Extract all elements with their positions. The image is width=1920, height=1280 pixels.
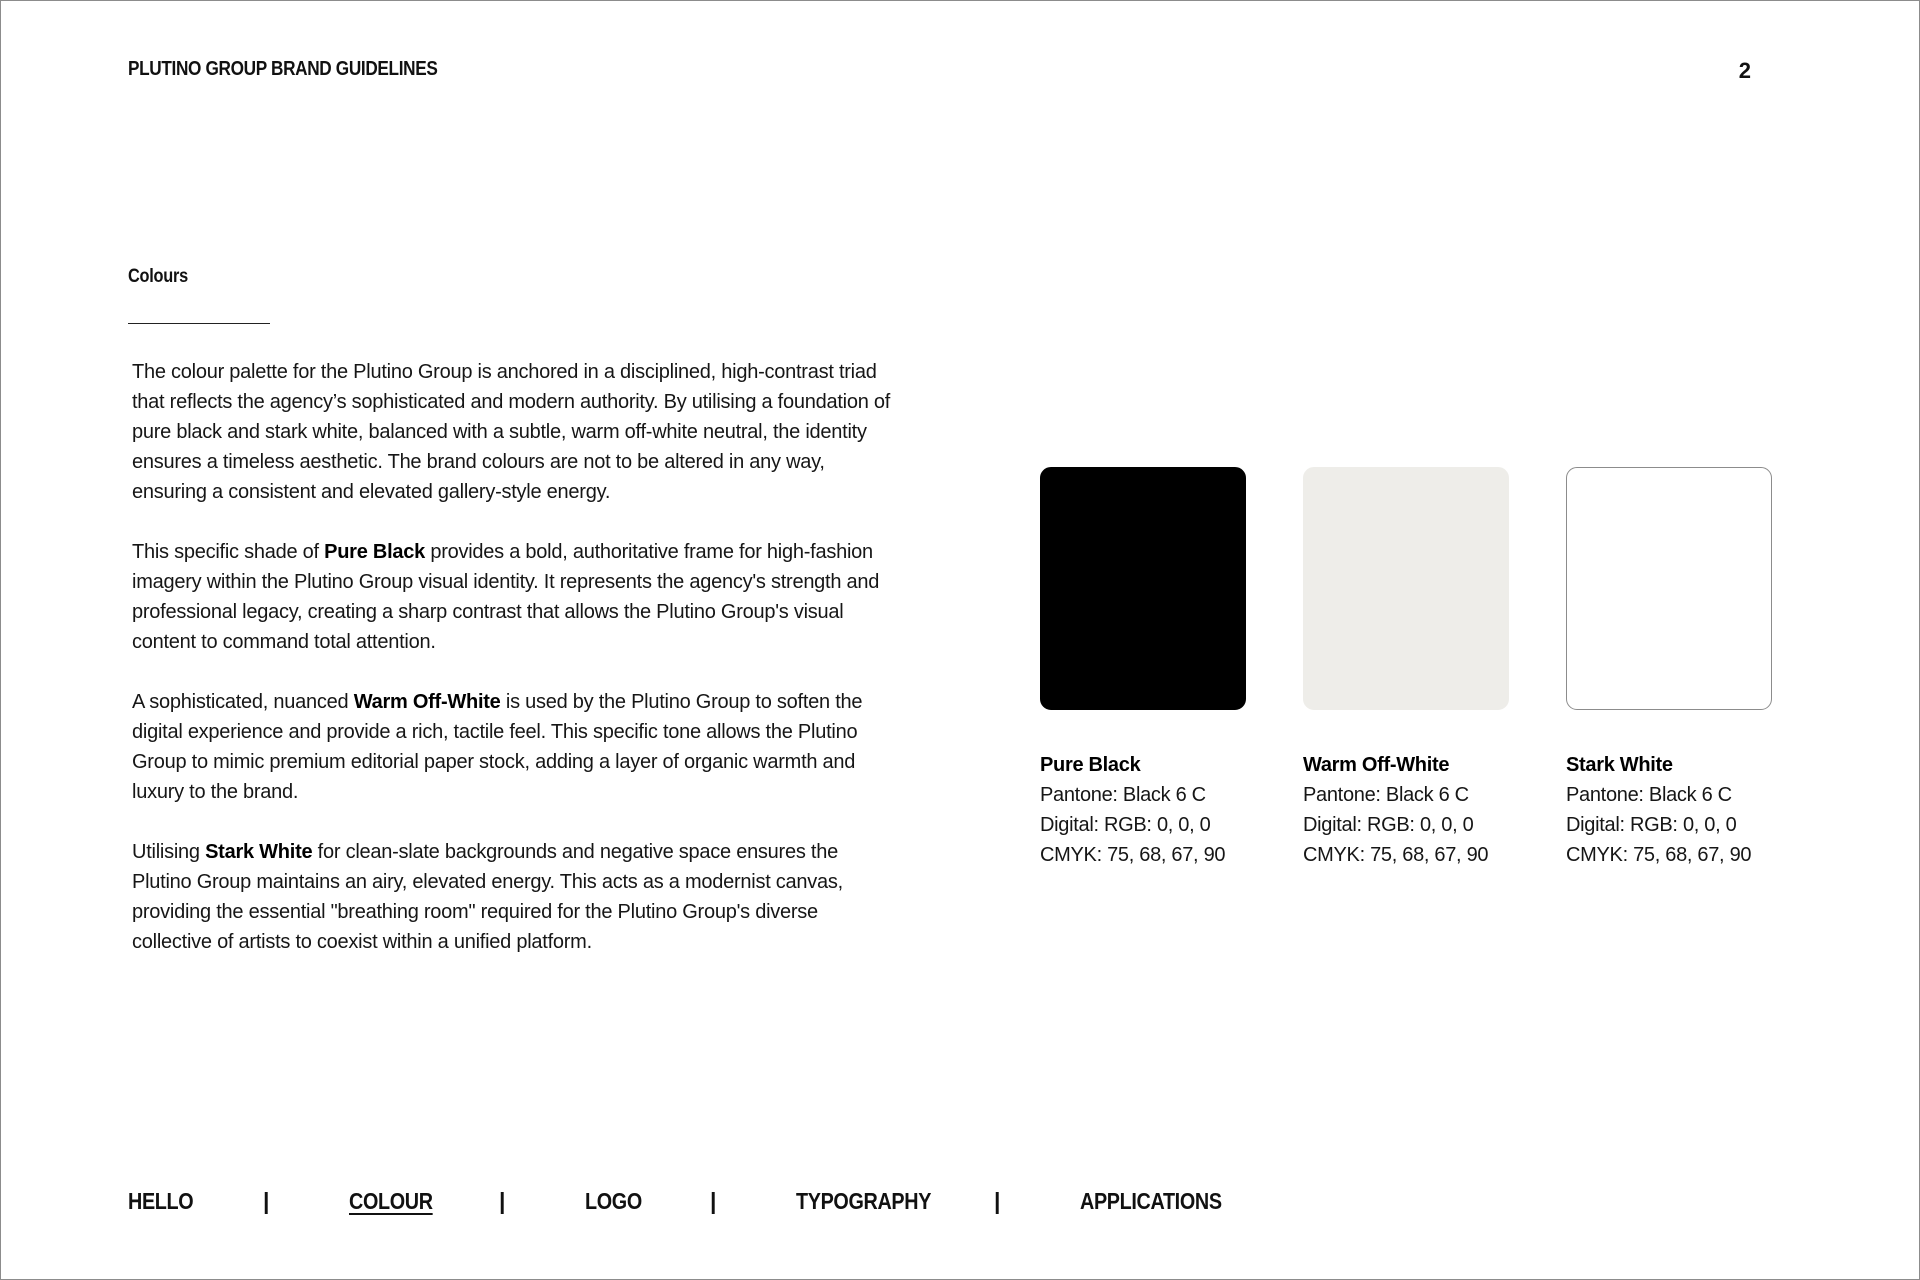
document-title: PLUTINO GROUP BRAND GUIDELINES [128,58,438,80]
swatch-card-stark-white [1566,467,1806,870]
swatch-pantone: Pantone: Black 6 C [1040,784,1206,806]
swatch-digital: Digital: RGB: 0, 0, 0 [1566,814,1737,836]
swatch-card-pure-black [1040,467,1280,870]
swatch-name: Warm Off-White [1303,754,1450,776]
stark-white-paragraph: Utilising Stark White for clean-slate backgrounds and negative space ensures the Plutino Group maintains an airy, elevated energy. This acts as a modernist canvas, providing the essential "breathing room" required for the Plutino Group's diverse collective of artists to coexist within a unified platform. [132,841,843,953]
nav-link-typography[interactable]: TYPOGRAPHY [796,1188,932,1214]
footer-nav [128,1188,1328,1220]
swatch-pure-black [1040,467,1246,710]
section-heading: Colours [128,266,188,287]
swatch-pantone: Pantone: Black 6 C [1566,784,1732,806]
swatch-warm-off-white [1303,467,1509,710]
nav-link-colour[interactable]: COLOUR [349,1188,433,1214]
pure-black-paragraph: This specific shade of Pure Black provides a bold, authoritative frame for high-fashion imagery within the Plutino Group visual identity. It represents the agency's strength and professional legacy, creating a sharp contrast that allows the Plutino Group's visual content to command total attention. [132,541,880,653]
nav-separator: | [499,1188,506,1214]
warm-off-white-paragraph: A sophisticated, nuanced Warm Off-White is used by the Plutino Group to soften the digital experience and provide a rich, tactile feel. This specific tone allows the Plutino Group to mimic premium editorial paper stock, adding a layer of organic warmth and luxury to the brand. [132,691,863,803]
swatch-digital: Digital: RGB: 0, 0, 0 [1040,814,1211,836]
swatch-cmyk: CMYK: 75, 68, 67, 90 [1303,844,1489,866]
swatch-name: Pure Black [1040,754,1141,776]
nav-separator: | [710,1188,717,1214]
swatch-card-warm-off-white [1303,467,1543,870]
swatch-pantone: Pantone: Black 6 C [1303,784,1469,806]
nav-link-applications[interactable]: APPLICATIONS [1080,1188,1222,1214]
nav-link-logo[interactable]: LOGO [585,1188,642,1214]
page-number: 2 [1738,58,1751,83]
section-divider [128,323,270,324]
nav-separator: | [994,1188,1001,1214]
swatch-stark-white [1566,467,1772,710]
swatch-digital: Digital: RGB: 0, 0, 0 [1303,814,1474,836]
warm-off-white-term: Warm Off-White [353,691,501,713]
stark-white-term: Stark White [205,841,313,863]
intro-paragraph: The colour palette for the Plutino Group is anchored in a disciplined, high-contrast triad that reflects the agency’s sophisticated and modern authority. By utilising a foundation of pure black and stark white, balanced with a subtle, warm off-white neutral, the identity ensures a timeless aesthetic. The brand colours are not to be altered in any way, ensuring a consistent and elevated gallery-style energy. [132,361,891,503]
body-copy [132,357,892,987]
swatch-name: Stark White [1566,754,1673,776]
nav-separator: | [263,1188,270,1214]
swatch-cmyk: CMYK: 75, 68, 67, 90 [1566,844,1752,866]
nav-link-hello[interactable]: HELLO [128,1188,194,1214]
swatch-cmyk: CMYK: 75, 68, 67, 90 [1040,844,1226,866]
pure-black-term: Pure Black [324,541,426,563]
